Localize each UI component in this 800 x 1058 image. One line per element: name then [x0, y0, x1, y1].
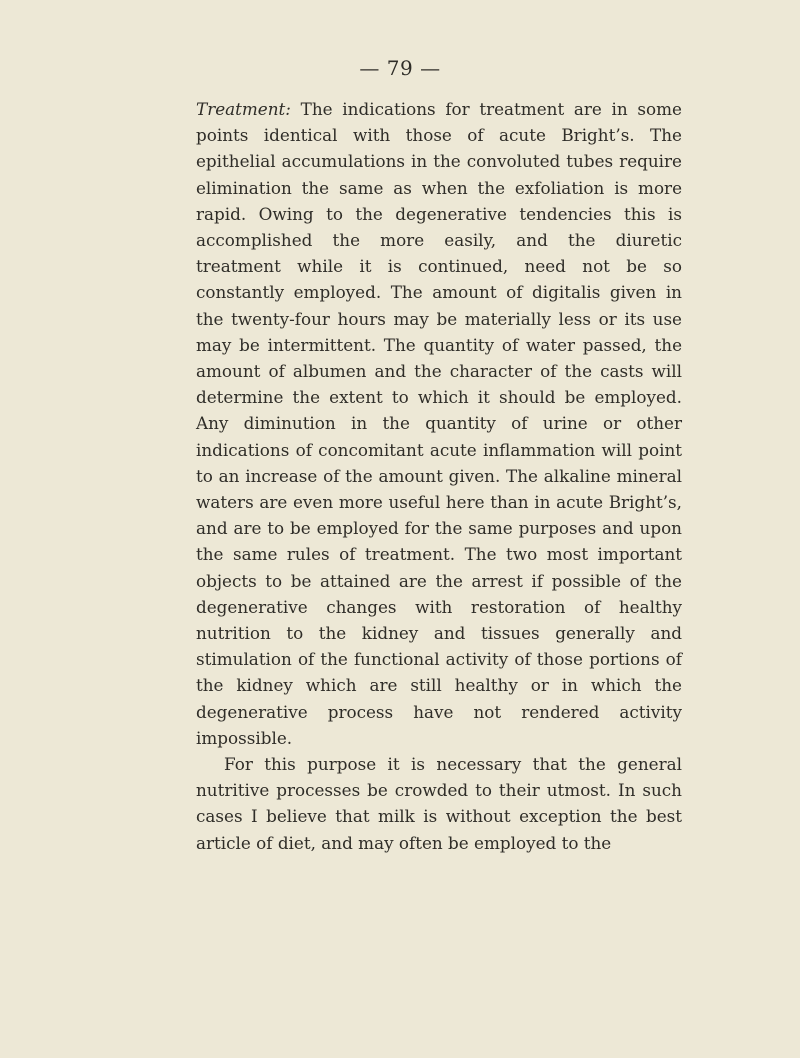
paragraph-text: The indications for treatment are in some points identical with those of acute Bright’s. The epithelial accumulations in the convoluted tubes require elimination the same as when the exfoliation is more rapid. Owing to the degenerative tendencies this is accomplished the more easily, and the diuretic treatment while it is continued, need not be so constantly employed. The amount of digitalis given in the twenty-four hours may be materially less or its use may be intermittent. The quantity of water passed, the amount of albumen and the character of the casts will determine the extent to which it should be employed. Any diminution in the quantity of urine or other indications of concomitant acute inflammation will point to an increase of the amount given. The alkaline mineral waters are even more useful here than in acute Bright’s, and are to be employed for the same purposes and upon the same rules of treatment. The two most important objects to be attained are the arrest if possible of the degenerative changes with restoration of healthy nutrition to the kidney and tissues generally and stimulation of the functional activity of those portions of the kidney which are still healthy or in which the degenerative process have not rendered activity impossible. [196, 99, 682, 748]
body-text [196, 96, 682, 856]
section-lead: Treatment: [196, 99, 291, 119]
paragraph-text: For this purpose it is necessary that the general nutritive processes be crowded to their utmost. In such cases I believe that milk is without exception the best article of diet, and may often be employed to the [196, 754, 682, 853]
paragraph-treatment [196, 96, 682, 751]
page-number: — 79 — [359, 56, 441, 80]
paragraph-nutrition [196, 751, 682, 856]
